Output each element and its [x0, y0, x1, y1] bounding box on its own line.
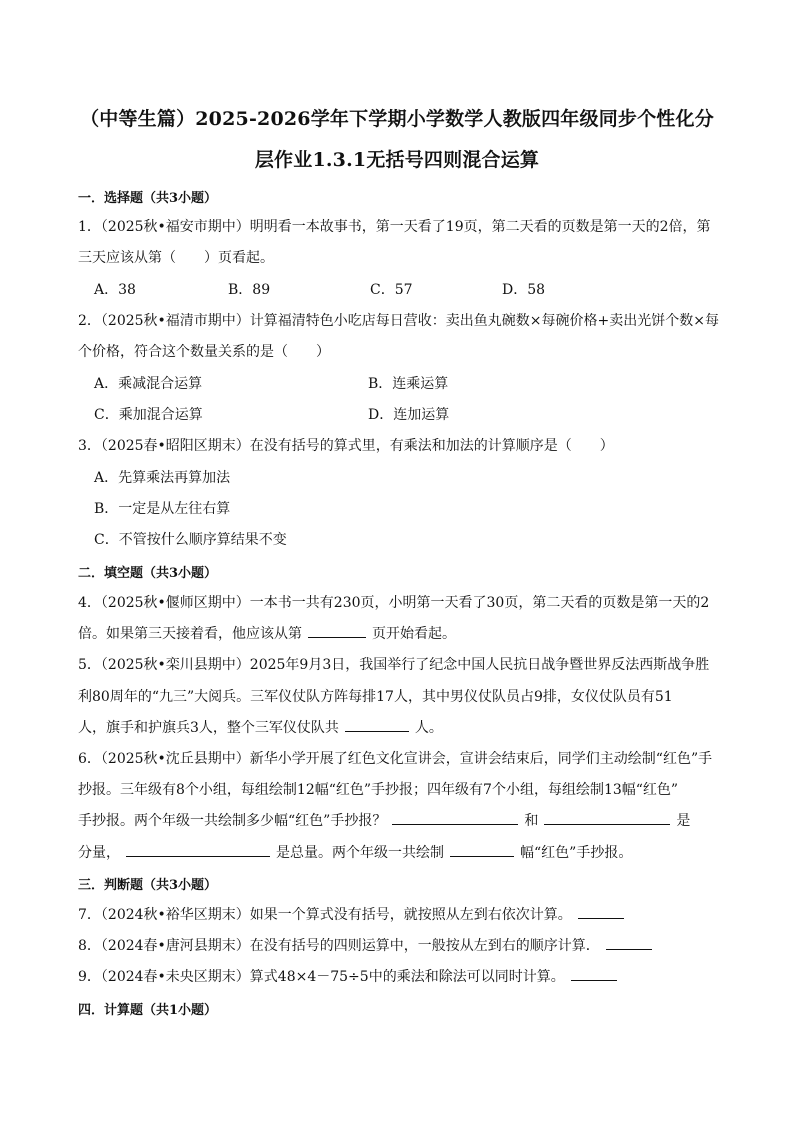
answer-blank[interactable] [308, 623, 366, 638]
question-5-line-1: 5．（2025秋•栾川县期中）2025年9月3日，我国举行了纪念中国人民抗日战争暨世界反法西斯战争胜 [78, 657, 710, 673]
question-4-text-b: 页开始看起。 [372, 626, 456, 642]
section-heading-choice: 一．选择题（共3小题） [78, 191, 218, 206]
section-heading-judge: 三．判断题（共3小题） [78, 878, 218, 893]
question-2-line-1: 2．（2025秋•福清市期中）计算福清特色小吃店每日营收：卖出鱼丸碗数×每碗价格+卖出光饼个数×每 [78, 313, 719, 329]
question-6-line-4 [78, 842, 632, 862]
question-1-option-a[interactable]: A．38 [94, 282, 136, 298]
question-9-line [78, 966, 623, 986]
question-3-option-c[interactable]: C．不管按什么顺序算结果不变 [94, 532, 287, 548]
question-6-text-d: 分量， [78, 845, 120, 861]
question-3-option-b[interactable]: B．一定是从左往右算 [94, 501, 231, 517]
question-6-text-f: 幅“红色”手抄报。 [520, 845, 633, 861]
answer-blank[interactable] [345, 717, 409, 732]
question-4-text-a: 倍。如果第三天接着看，他应该从第 [78, 626, 302, 642]
question-5-text-b: 人。 [414, 720, 443, 736]
question-8-line [78, 935, 658, 955]
section-heading-fill: 二．填空题（共3小题） [78, 566, 218, 581]
question-2-option-b[interactable]: B．连乘运算 [368, 376, 449, 392]
question-6-text-e: 是总量。两个年级一共绘制 [276, 845, 444, 861]
question-5-line-3 [78, 717, 443, 737]
question-7-line [78, 904, 630, 924]
question-6-line-3 [78, 810, 690, 830]
answer-blank[interactable] [450, 842, 514, 857]
question-4-line-1: 4．（2025秋•偃师区期中）一本书一共有230页，小明第一天看了30页，第二天看的页数是第一天的2 [78, 595, 710, 611]
question-6-line-1: 6．（2025秋•沈丘县期中）新华小学开展了红色文化宣讲会，宣讲会结束后，同学们主动绘制“红色”手 [78, 751, 713, 767]
answer-blank[interactable] [571, 966, 617, 981]
question-1-line-1: 1．（2025秋•福安市期中）明明看一本故事书，第一天看了19页，第二天看的页数是第一天的2倍，第 [78, 219, 711, 235]
answer-blank[interactable] [578, 904, 624, 919]
answer-blank[interactable] [392, 810, 518, 825]
question-9-text: 9．（2024春•未央区期末）算式48×4－75÷5中的乘法和除法可以同时计算。 [78, 969, 565, 985]
question-1-option-c[interactable]: C．57 [370, 282, 413, 298]
page-title-line-1: （中等生篇）2025-2026学年下学期小学数学人教版四年级同步个性化分 [80, 108, 714, 130]
question-6-text-a: 手抄报。两个年级一共绘制多少幅“红色”手抄报？ [78, 813, 387, 829]
answer-blank[interactable] [544, 810, 670, 825]
question-2-line-2: 个价格，符合这个数量关系的是（ ） [78, 344, 330, 360]
question-2-option-a[interactable]: A．乘减混合运算 [94, 376, 203, 392]
question-3-option-a[interactable]: A．先算乘法再算加法 [94, 470, 231, 486]
page-title-line-2: 层作业1.3.1无括号四则混合运算 [254, 149, 540, 171]
question-5-line-2: 利80周年的“九三”大阅兵。三军仪仗队方阵每排17人，其中男仪仗队员占9排，女仪仗队员有51 [78, 689, 673, 705]
question-5-text-a: 人，旗手和护旗兵3人，整个三军仪仗队共 [78, 720, 339, 736]
question-1-option-d[interactable]: D．58 [502, 282, 546, 298]
question-3-line-1: 3．（2025春•昭阳区期末）在没有括号的算式里，有乘法和加法的计算顺序是（ ） [78, 438, 614, 454]
question-1-line-2: 三天应该从第（ ）页看起。 [78, 250, 274, 266]
question-6-line-2: 抄报。三年级有8个小组，每组绘制12幅“红色”手抄报；四年级有7个小组，每组绘制13幅“红色” [78, 782, 679, 798]
question-1-option-b[interactable]: B．89 [228, 282, 271, 298]
question-7-text: 7．（2024秋•裕华区期末）如果一个算式没有括号，就按照从左到右依次计算。 [78, 907, 572, 923]
question-6-text-c: 是 [676, 813, 691, 829]
section-heading-calc: 四．计算题（共1小题） [78, 1003, 218, 1018]
question-6-text-b: 和 [524, 813, 539, 829]
question-2-option-c[interactable]: C．乘加混合运算 [94, 407, 203, 423]
answer-blank[interactable] [606, 935, 652, 950]
question-8-text: 8．（2024春•唐河县期末）在没有括号的四则运算中，一般按从左到右的顺序计算． [78, 938, 600, 954]
question-2-option-d[interactable]: D．连加运算 [368, 407, 450, 423]
question-4-line-2 [78, 623, 456, 643]
answer-blank[interactable] [126, 842, 270, 857]
